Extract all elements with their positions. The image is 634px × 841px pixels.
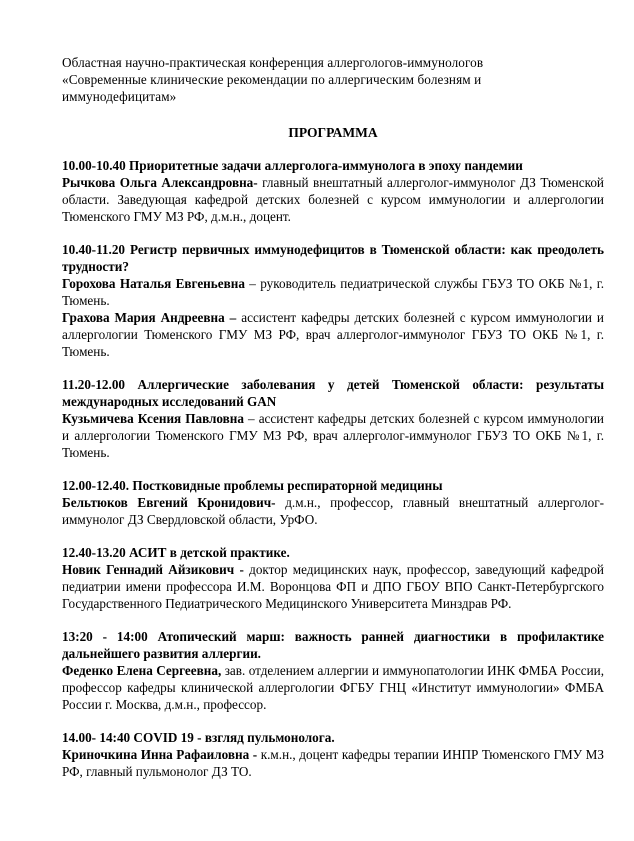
speaker-affiliation: д.м.н., профессор, главный внештатный аллерголог-иммунолог ДЗ Свердловской области, УрФО. <box>62 495 604 527</box>
speaker-name: Горохова Наталья Евгеньевна <box>62 276 245 291</box>
program-session <box>62 544 604 612</box>
session-title: 10.00-10.40 Приоритетные задачи аллерголога-иммунолога в эпоху пандемии <box>62 158 523 173</box>
speaker-name: Рычкова Ольга Александровна- <box>62 175 258 190</box>
program-session <box>62 376 604 461</box>
speaker-affiliation: главный внештатный аллерголог-иммунолог ДЗ Тюменской области. Заведующая кафедрой детских болезней с курсом иммунологии и аллергологии Тюменского ГМУ МЗ РФ, д.м.н., доцент. <box>62 175 604 224</box>
speaker-affiliation: – ассистент кафедры детских болезней с курсом иммунологии и аллергологии Тюменского ГМУ МЗ РФ, врач аллерголог-иммунолог ГБУЗ ТО ОКБ №1, г. Тюмень. <box>62 411 604 460</box>
program-session <box>62 477 604 528</box>
program-session <box>62 157 604 225</box>
program-session <box>62 241 604 360</box>
session-speaker <box>62 662 604 713</box>
speaker-name: Грахова Мария Андреевна – <box>62 310 237 325</box>
speaker-affiliation: к.м.н., доцент кафедры терапии ИНПР Тюменского ГМУ МЗ РФ, главный пульмонолог ДЗ ТО. <box>62 747 604 779</box>
speaker-name: Криночкина Инна Рафаиловна - <box>62 747 258 762</box>
session-speaker <box>62 275 604 309</box>
session-title: 13:20 - 14:00 Атопический марш: важность ранней диагностики в профилактике дальнейшего развития аллергии. <box>62 629 604 661</box>
speaker-affiliation: ассистент кафедры детских болезней с курсом иммунологии и аллергологии Тюменского ГМУ МЗ РФ, врач аллерголог-иммунолог ГБУЗ ТО ОКБ №1, г. Тюмень. <box>62 310 604 359</box>
session-speaker <box>62 746 604 780</box>
speaker-name: Кузьмичева Ксения Павловна <box>62 411 244 426</box>
speaker-name: Новик Геннадий Айзикович - <box>62 562 244 577</box>
speaker-name: Феденко Елена Сергеевна, <box>62 663 222 678</box>
speaker-name: Бельтюков Евгений Кронидович- <box>62 495 276 510</box>
session-title: 12.40-13.20 АСИТ в детской практике. <box>62 545 290 560</box>
speaker-affiliation: – руководитель педиатрической службы ГБУЗ ТО ОКБ №1, г. Тюмень. <box>62 276 605 308</box>
session-title: 14.00- 14:40 COVID 19 - взгляд пульмонолога. <box>62 730 335 745</box>
program-session <box>62 628 604 713</box>
session-speaker <box>62 309 604 360</box>
session-title: 11.20-12.00 Аллергические заболевания у детей Тюменской области: результаты международных исследований GAN <box>62 377 604 409</box>
program-title: ПРОГРАММА <box>288 125 378 140</box>
speaker-affiliation: зав. отделением аллергии и иммунопатологии ИНК ФМБА России, профессор кафедры клинической аллергологии ФГБУ ГНЦ «Институт иммунологии» ФМБА России г. Москва, д.м.н., профессор. <box>62 663 605 712</box>
session-title: 10.40-11.20 Регистр первичных иммунодефицитов в Тюменской области: как преодолеть трудности? <box>62 242 604 274</box>
session-speaker <box>62 494 604 528</box>
header-line-2: «Современные клинические рекомендации по аллергическим болезням и <box>62 72 482 87</box>
program-sessions <box>62 157 604 780</box>
session-title: 12.00-12.40. Постковидные проблемы респираторной медицины <box>62 478 443 493</box>
conference-header <box>62 54 604 105</box>
header-line-1: Областная научно-практическая конференция аллергологов-иммунологов <box>62 55 484 70</box>
program-session <box>62 729 604 780</box>
session-speaker <box>62 561 604 612</box>
header-line-3: иммунодефицитам» <box>62 89 177 104</box>
speaker-affiliation: доктор медицинских наук, профессор, заведующий кафедрой педиатрии имени профессора И.М. Воронцова ФП и ДПО ГБОУ ВПО Санкт-Петербургского Государственного Педиатрического Медицинского Университета Минздрав РФ. <box>62 562 604 611</box>
session-speaker <box>62 410 604 461</box>
session-speaker <box>62 174 604 225</box>
